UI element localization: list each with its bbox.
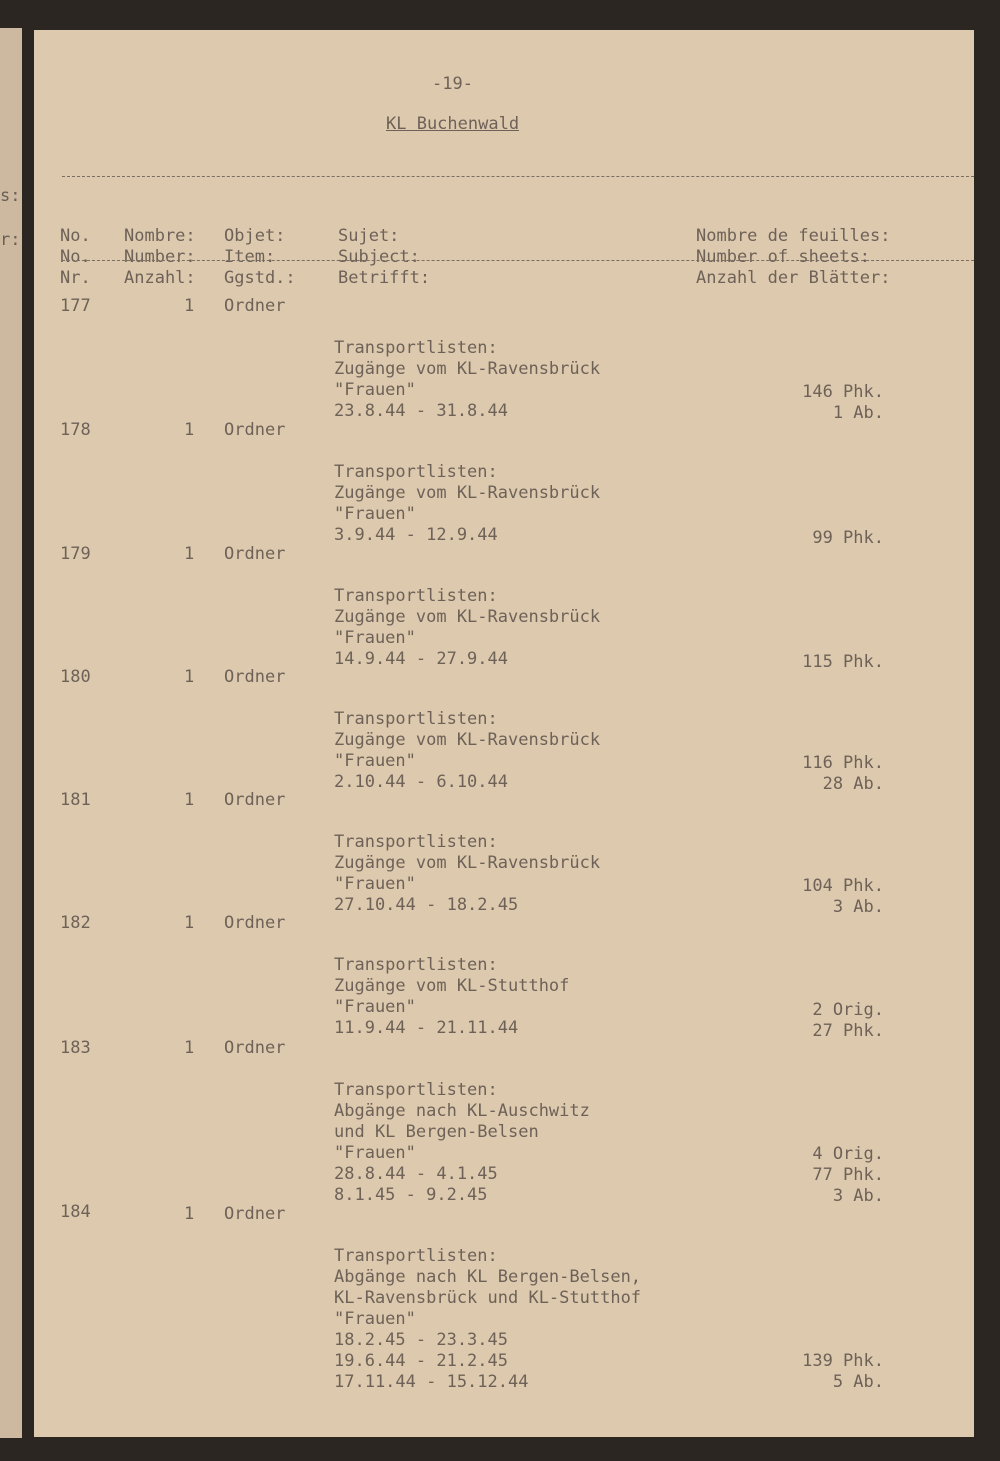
entry-quantity: 1 bbox=[184, 296, 195, 316]
entry-quantity: 1 bbox=[184, 1038, 195, 1058]
entry-sheets: 139 Phk. 5 Ab. bbox=[802, 1351, 884, 1392]
entry-number: 183 bbox=[60, 1038, 91, 1058]
entry-number: 180 bbox=[60, 667, 91, 687]
entry-subject: Transportlisten: Zugänge vom KL-Stutthof "Frauen" 11.9.44 - 21.11.44 bbox=[334, 955, 570, 1038]
entry-item: Ordner bbox=[224, 1204, 286, 1224]
entry-sheets: 2 Orig. 27 Phk. bbox=[812, 1000, 884, 1041]
adjacent-page-fragment: r: bbox=[0, 230, 21, 250]
header-rule-top bbox=[62, 176, 974, 177]
entry-quantity: 1 bbox=[184, 1204, 195, 1224]
entry-sheets: 116 Phk. 28 Ab. bbox=[802, 753, 884, 794]
entry-quantity: 1 bbox=[184, 544, 195, 564]
entry-subject: Transportlisten: Abgänge nach KL Bergen-Belsen, KL-Ravensbrück und KL-Stutthof "Frauen" 18.2.45 - 23.3.45 19.6.44 - 21.2.45 17.11.44 - 15.12.44 bbox=[334, 1246, 642, 1392]
entry-number: 177 bbox=[60, 296, 91, 316]
header-rule-bottom bbox=[62, 260, 974, 261]
entry-sheets: 99 Phk. bbox=[812, 528, 884, 548]
adjacent-page-edge bbox=[0, 28, 22, 1438]
document-title: KL Buchenwald bbox=[386, 114, 520, 134]
entry-subject: Transportlisten: Zugänge vom KL-Ravensbrück "Frauen" 27.10.44 - 18.2.45 bbox=[334, 832, 601, 915]
entry-item: Ordner bbox=[224, 420, 286, 440]
entry-item: Ordner bbox=[224, 1038, 286, 1058]
entry-item: Ordner bbox=[224, 790, 286, 810]
entry-quantity: 1 bbox=[184, 790, 195, 810]
entry-item: Ordner bbox=[224, 544, 286, 564]
entry-subject: Transportlisten: Zugänge vom KL-Ravensbrück "Frauen" 3.9.44 - 12.9.44 bbox=[334, 462, 601, 545]
entry-quantity: 1 bbox=[184, 913, 195, 933]
header-sheets: Nombre de feuilles: Number of sheets: Anzahl der Blätter: bbox=[696, 226, 891, 288]
entry-sheets: 104 Phk. 3 Ab. bbox=[802, 876, 884, 917]
header-item: Objet: Item: Ggstd.: bbox=[224, 226, 296, 288]
header-subject: Sujet: Subject: Betrifft: bbox=[338, 226, 431, 288]
entry-item: Ordner bbox=[224, 913, 286, 933]
page-number: -19- bbox=[432, 74, 473, 94]
adjacent-page-fragment: s: bbox=[0, 186, 21, 206]
entry-quantity: 1 bbox=[184, 420, 195, 440]
entry-number: 184 bbox=[60, 1202, 91, 1222]
entry-subject: Transportlisten: Abgänge nach KL-Auschwitz und KL Bergen-Belsen "Frauen" 28.8.44 - 4.1.45 8.1.45 - 9.2.45 bbox=[334, 1080, 590, 1205]
entry-subject: Transportlisten: Zugänge vom KL-Ravensbrück "Frauen" 14.9.44 - 27.9.44 bbox=[334, 586, 601, 669]
header-no: No. No. Nr. bbox=[60, 226, 91, 288]
entry-sheets: 115 Phk. bbox=[802, 652, 884, 672]
entry-sheets: 4 Orig. 77 Phk. 3 Ab. bbox=[812, 1144, 884, 1206]
entry-subject: Transportlisten: Zugänge vom KL-Ravensbrück "Frauen" 23.8.44 - 31.8.44 bbox=[334, 338, 601, 421]
entry-number: 181 bbox=[60, 790, 91, 810]
entry-quantity: 1 bbox=[184, 667, 195, 687]
entry-number: 182 bbox=[60, 913, 91, 933]
entry-sheets: 146 Phk. 1 Ab. bbox=[802, 382, 884, 423]
entry-item: Ordner bbox=[224, 667, 286, 687]
document-page bbox=[34, 30, 974, 1437]
entry-subject: Transportlisten: Zugänge vom KL-Ravensbrück "Frauen" 2.10.44 - 6.10.44 bbox=[334, 709, 601, 792]
entry-number: 179 bbox=[60, 544, 91, 564]
entry-number: 178 bbox=[60, 420, 91, 440]
entry-item: Ordner bbox=[224, 296, 286, 316]
header-quantity: Nombre: Number: Anzahl: bbox=[124, 226, 196, 288]
